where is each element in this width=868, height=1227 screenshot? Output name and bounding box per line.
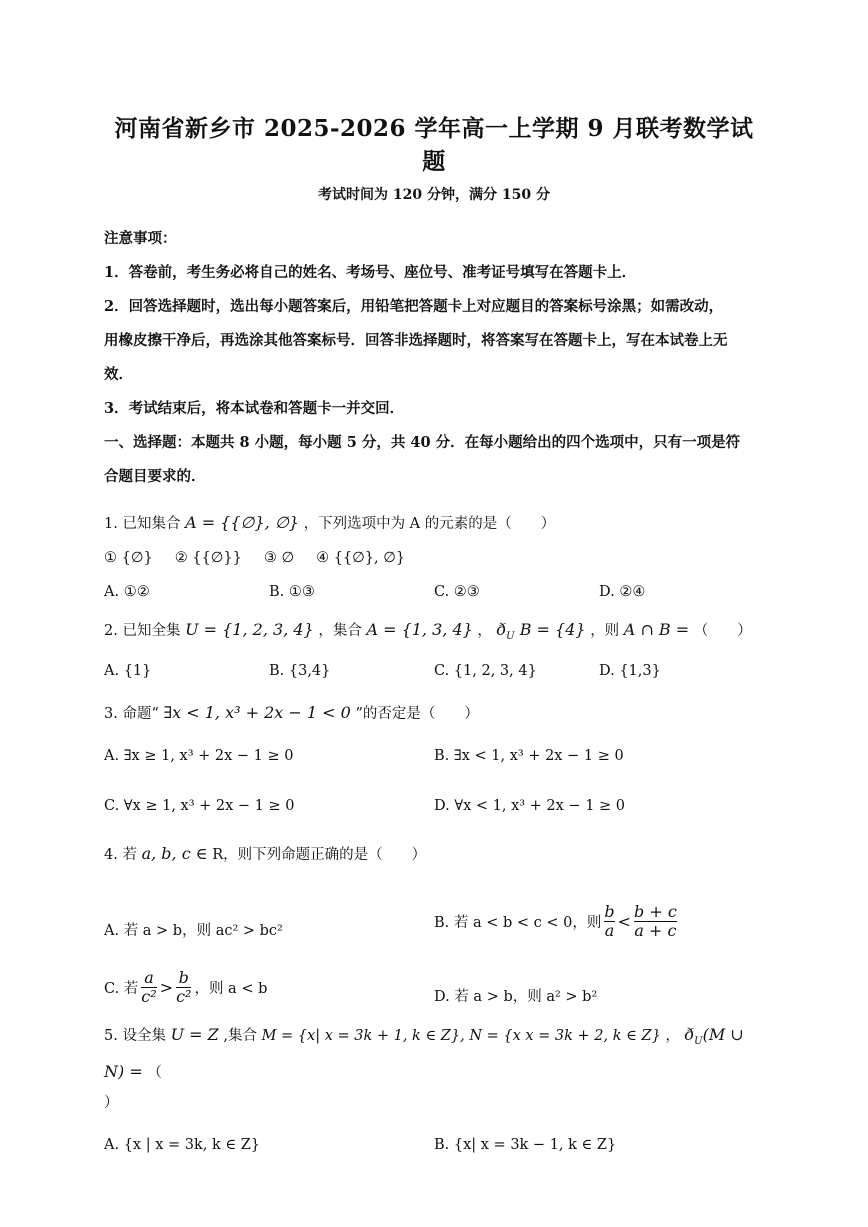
note-2-line-3: 效． [104, 366, 133, 383]
math-expression: A ∩ B = [623, 620, 690, 639]
list-item: ① {∅} [104, 550, 153, 566]
notes-heading: 注意事项： [104, 230, 177, 247]
option-b: B. {x| x = 3k − 1, k ∈ Z} [434, 1137, 617, 1154]
list-item: ④ {{∅}, ∅} [316, 550, 406, 566]
option-d: D. {1,3} [599, 663, 661, 680]
question-1-options [104, 577, 764, 607]
question-1-stem: 1. 已知集合 A = {{∅}, ∅} ，下列选项中为 A 的元素的是（ ） [104, 513, 556, 532]
question-1-items [104, 543, 764, 573]
option-b: B. ①③ [269, 584, 315, 600]
fraction: a c² [141, 968, 157, 1007]
option-c: C. ②③ [434, 584, 480, 600]
question-4-options-row-1 [104, 884, 764, 940]
option-a: A. {x | x = 3k, k ∈ Z} [104, 1137, 261, 1154]
question-4-stem: 4. 若 a, b, c ∈ R，则下列命题正确的是（ ） [104, 844, 427, 864]
question-2-options [104, 656, 764, 686]
complement-symbol: $ð_U$ B = {4} [496, 620, 586, 643]
list-item: ② {{∅}} [174, 550, 242, 566]
question-3-options-row-2 [104, 783, 764, 829]
question-3-options-row-1 [104, 733, 764, 779]
option-b: B. ∃x < 1, x³ + 2x − 1 ≥ 0 [434, 748, 624, 765]
option-a: A. 若 a > b，则 ac² > bc² [104, 923, 283, 940]
question-5-options [104, 1122, 764, 1168]
math-expression: A = {{∅}, ∅} [185, 513, 299, 532]
section-1-heading-line-2: 合题目要求的． [104, 468, 206, 485]
option-a: A. ①② [104, 584, 150, 600]
question-3-stem: 3. 命题“ ∃x < 1, x³ + 2x − 1 < 0 ”的否定是（ ） [104, 703, 479, 723]
page-title: 河南省新乡市 2025-2026 学年高一上学期 9 月联考数学试题 [114, 115, 754, 175]
note-3: 3．考试结束后，将本试卷和答题卡一并交回． [104, 400, 405, 417]
option-b: B. 若 a < b < c < 0，则 b a < b + c a + c [434, 902, 677, 941]
option-c: C. 若 a c² > b c² ，则 a < b [104, 968, 268, 1007]
note-2-line-2: 用橡皮擦干净后，再选涂其他答案标号．回答非选择题时，将答案写在答题卡上，写在本试卷上无 [104, 332, 728, 349]
question-2-stem: 2. 已知全集 U = {1, 2, 3, 4} ，集合 A = {1, 3, 4} ， $ð_U$ B = {4} ，则 A ∩ B = （ ） [104, 620, 752, 643]
option-c: C. ∀x ≥ 1, x³ + 2x − 1 ≥ 0 [104, 798, 295, 815]
note-2-line-1: 2．回答选择题时，选出每小题答案后，用铅笔把答题卡上对应题目的答案标号涂黑；如需改动， [104, 298, 724, 315]
math-expression: A = {1, 3, 4} [366, 620, 473, 639]
note-1: 1．答卷前，考生务必将自己的姓名、考场号、座位号、准考证号填写在答题卡上． [104, 264, 637, 281]
section-1-heading-line-1: 一、选择题：本题共 8 小题，每小题 5 分，共 40 分．在每小题给出的四个选项中，只有一项是符 [104, 434, 741, 451]
math-expression: a, b, c ∈ [141, 844, 208, 864]
math-expression: M = {x| x = 3k + 1, k ∈ Z}, N = {x x = 3k + 2, k ∈ Z} [261, 1028, 661, 1045]
exam-time-subtitle: 考试时间为 120 分钟，满分 150 分 [318, 187, 550, 203]
option-d: D. ∀x < 1, x³ + 2x − 1 ≥ 0 [434, 798, 626, 815]
option-d: D. ②④ [599, 584, 646, 600]
question-5-stem-end: ） [104, 1095, 119, 1112]
option-d: D. 若 a > b，则 a² > b² [434, 989, 598, 1006]
question-4-options-row-2 [104, 950, 764, 1006]
fraction: b c² [176, 968, 192, 1007]
complement-symbol: $ð_U(M$ ∪ N) = [104, 1025, 744, 1082]
math-expression: ∃x < 1, x³ + 2x − 1 < 0 [163, 703, 351, 723]
question-5-stem: 5. 设全集 U = Z ,集合 M = {x| x = 3k + 1, k ∈ Z}, N = {x x = 3k + 2, k ∈ Z} ， $ð_U(M$ ∪ N) = （ [104, 1025, 744, 1082]
math-expression: U = Z [170, 1025, 219, 1045]
option-c: C. {1, 2, 3, 4} [434, 663, 537, 680]
option-a: A. ∃x ≥ 1, x³ + 2x − 1 ≥ 0 [104, 748, 294, 765]
math-expression: U = {1, 2, 3, 4} [185, 620, 314, 639]
option-b: B. {3,4} [269, 663, 331, 680]
list-item: ③ ∅ [263, 550, 295, 566]
fraction: b a [604, 902, 615, 941]
option-a: A. {1} [104, 663, 152, 680]
fraction: b + c a + c [634, 902, 677, 941]
